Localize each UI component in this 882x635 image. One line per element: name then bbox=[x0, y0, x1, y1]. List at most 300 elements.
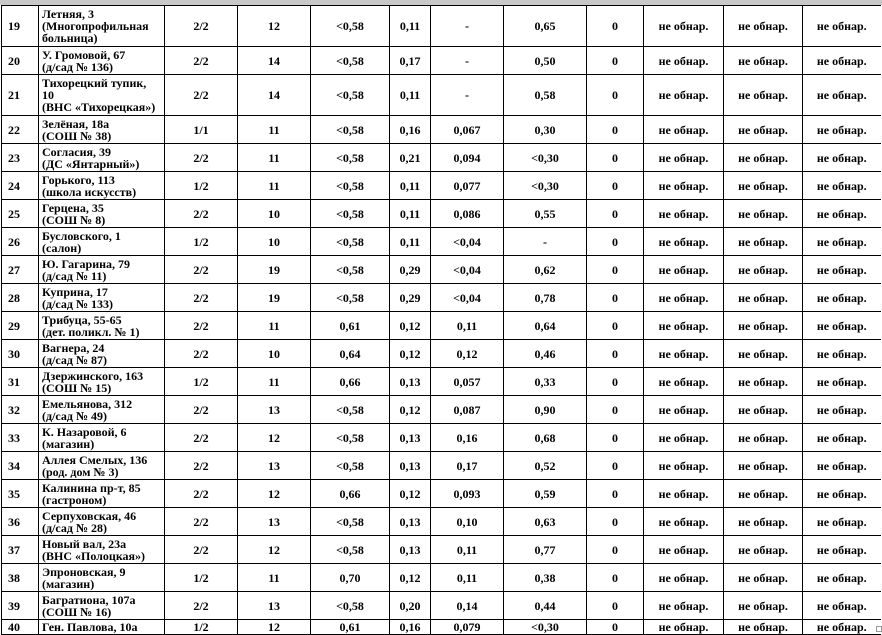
value-cell-c4: <0,58 bbox=[311, 144, 390, 172]
address-line: (д/сад № 28) bbox=[42, 520, 107, 535]
value-cell-c3: 10 bbox=[238, 340, 311, 368]
value-cell-c11: не обнар. bbox=[803, 116, 881, 144]
value-cell-c3: 11 bbox=[238, 564, 311, 592]
value-cell-c11: не обнар. bbox=[803, 480, 881, 508]
value-cell-c5: 0,16 bbox=[390, 116, 431, 144]
address-line: Летняя, 3 bbox=[42, 7, 94, 21]
address-line: Тихорецкий тупик, bbox=[42, 76, 147, 90]
table-row bbox=[2, 75, 881, 116]
value-cell-c11: не обнар. bbox=[803, 508, 881, 536]
address-line: (СОШ № 16) bbox=[42, 604, 112, 619]
value-cell-c3: 13 bbox=[238, 508, 311, 536]
address-line: (ВНС «Тихорецкая») bbox=[42, 100, 156, 114]
value-cell-c8: 0 bbox=[587, 75, 644, 116]
address-line: (салон) bbox=[42, 240, 82, 255]
value-cell-c6: <0,04 bbox=[431, 228, 504, 256]
value-cell-c10: не обнар. bbox=[724, 6, 803, 47]
address-cell bbox=[39, 536, 165, 564]
value-cell-c6: 0,14 bbox=[431, 592, 504, 620]
value-cell-c11: не обнар. bbox=[803, 172, 881, 200]
value-cell-c2: 2/2 bbox=[165, 256, 238, 284]
table-row bbox=[2, 340, 881, 368]
value-cell-c4: <0,58 bbox=[311, 75, 390, 116]
value-cell-c11: не обнар. bbox=[803, 564, 881, 592]
row-number: 25 bbox=[2, 200, 39, 228]
value-cell-c7: 0,52 bbox=[504, 452, 587, 480]
value-cell-c5: 0,12 bbox=[390, 340, 431, 368]
table-row bbox=[2, 480, 881, 508]
value-cell-c4: <0,58 bbox=[311, 47, 390, 75]
value-cell-c3: 19 bbox=[238, 256, 311, 284]
value-cell-c11: не обнар. bbox=[803, 340, 881, 368]
value-cell-c10: не обнар. bbox=[724, 75, 803, 116]
value-cell-c5: 0,13 bbox=[390, 368, 431, 396]
address-line: У. Громовой, 67 bbox=[42, 47, 126, 62]
address-line: 10 bbox=[42, 88, 54, 102]
value-cell-c9: не обнар. bbox=[644, 228, 724, 256]
value-cell-c9: не обнар. bbox=[644, 536, 724, 564]
value-cell-c9: не обнар. bbox=[644, 424, 724, 452]
value-cell-c2: 2/2 bbox=[165, 424, 238, 452]
value-cell-c8: 0 bbox=[587, 172, 644, 200]
value-cell-c11: не обнар. bbox=[803, 256, 881, 284]
value-cell-c6: 0,079 bbox=[431, 620, 504, 635]
value-cell-c3: 13 bbox=[238, 592, 311, 620]
value-cell-c3: 12 bbox=[238, 480, 311, 508]
value-cell-c7: 0,63 bbox=[504, 508, 587, 536]
value-cell-c11: не обнар. bbox=[803, 284, 881, 312]
value-cell-c4: <0,58 bbox=[311, 116, 390, 144]
address-line: больница) bbox=[42, 31, 98, 45]
value-cell-c5: 0,13 bbox=[390, 508, 431, 536]
value-cell-c11: не обнар. bbox=[803, 6, 881, 47]
value-cell-c4: 0,61 bbox=[311, 312, 390, 340]
value-cell-c2: 2/2 bbox=[165, 144, 238, 172]
value-cell-c8: 0 bbox=[587, 508, 644, 536]
address-line: Герцена, 35 bbox=[42, 200, 104, 215]
table-row bbox=[2, 47, 881, 75]
address-cell bbox=[39, 200, 165, 228]
row-number: 34 bbox=[2, 452, 39, 480]
value-cell-c2: 2/2 bbox=[165, 452, 238, 480]
value-cell-c9: не обнар. bbox=[644, 75, 724, 116]
address-cell bbox=[39, 284, 165, 312]
value-cell-c8: 0 bbox=[587, 592, 644, 620]
value-cell-c3: 12 bbox=[238, 536, 311, 564]
value-cell-c5: 0,13 bbox=[390, 424, 431, 452]
address-line: (магазин) bbox=[42, 436, 95, 451]
value-cell-c11: не обнар. bbox=[803, 312, 881, 340]
value-cell-c5: 0,11 bbox=[390, 6, 431, 47]
value-cell-c10: не обнар. bbox=[724, 312, 803, 340]
value-cell-c6: 0,093 bbox=[431, 480, 504, 508]
value-cell-c11: не обнар. bbox=[803, 620, 881, 635]
value-cell-c3: 13 bbox=[238, 452, 311, 480]
value-cell-c4: <0,58 bbox=[311, 228, 390, 256]
address-line: (гастроном) bbox=[42, 492, 107, 507]
address-line: (СОШ № 38) bbox=[42, 128, 112, 143]
address-line: Аллея Смелых, 136 bbox=[42, 452, 148, 467]
address-line: Багратиона, 107а bbox=[42, 592, 136, 607]
value-cell-c3: 11 bbox=[238, 312, 311, 340]
value-cell-c7: 0,50 bbox=[504, 47, 587, 75]
value-cell-c6: 0,067 bbox=[431, 116, 504, 144]
value-cell-c10: не обнар. bbox=[724, 620, 803, 635]
table-row bbox=[2, 256, 881, 284]
value-cell-c2: 1/1 bbox=[165, 116, 238, 144]
value-cell-c3: 12 bbox=[238, 620, 311, 635]
value-cell-c2: 2/2 bbox=[165, 340, 238, 368]
value-cell-c4: <0,58 bbox=[311, 592, 390, 620]
value-cell-c10: не обнар. bbox=[724, 536, 803, 564]
table-row bbox=[2, 396, 881, 424]
value-cell-c9: не обнар. bbox=[644, 592, 724, 620]
value-cell-c5: 0,12 bbox=[390, 312, 431, 340]
value-cell-c7: 0,62 bbox=[504, 256, 587, 284]
address-line: Горького, 113 bbox=[42, 172, 115, 187]
value-cell-c10: не обнар. bbox=[724, 200, 803, 228]
document-table-wrapper bbox=[1, 5, 881, 635]
value-cell-c7: 0,90 bbox=[504, 396, 587, 424]
value-cell-c5: 0,13 bbox=[390, 452, 431, 480]
value-cell-c7: <0,30 bbox=[504, 620, 587, 635]
value-cell-c6: 0,16 bbox=[431, 424, 504, 452]
value-cell-c7: 0,38 bbox=[504, 564, 587, 592]
value-cell-c8: 0 bbox=[587, 480, 644, 508]
address-cell bbox=[39, 144, 165, 172]
value-cell-c6: 0,12 bbox=[431, 340, 504, 368]
table-row bbox=[2, 172, 881, 200]
value-cell-c8: 0 bbox=[587, 116, 644, 144]
row-number: 20 bbox=[2, 47, 39, 75]
value-cell-c8: 0 bbox=[587, 47, 644, 75]
value-cell-c4: <0,58 bbox=[311, 256, 390, 284]
value-cell-c10: не обнар. bbox=[724, 592, 803, 620]
table-body bbox=[2, 6, 881, 635]
value-cell-c11: не обнар. bbox=[803, 75, 881, 116]
value-cell-c4: 0,64 bbox=[311, 340, 390, 368]
address-line: Ген. Павлова, 10а bbox=[42, 620, 138, 634]
value-cell-c9: не обнар. bbox=[644, 620, 724, 635]
value-cell-c6: 0,11 bbox=[431, 564, 504, 592]
value-cell-c7: 0,59 bbox=[504, 480, 587, 508]
value-cell-c9: не обнар. bbox=[644, 284, 724, 312]
row-number: 40 bbox=[2, 620, 39, 635]
address-cell bbox=[39, 592, 165, 620]
address-line: Куприна, 17 bbox=[42, 284, 108, 299]
value-cell-c2: 1/2 bbox=[165, 368, 238, 396]
table-row bbox=[2, 536, 881, 564]
address-cell bbox=[39, 47, 165, 75]
value-cell-c6: 0,17 bbox=[431, 452, 504, 480]
address-line: Согласия, 39 bbox=[42, 144, 111, 159]
address-cell bbox=[39, 564, 165, 592]
value-cell-c9: не обнар. bbox=[644, 144, 724, 172]
address-cell bbox=[39, 312, 165, 340]
address-line: (Многопрофильная bbox=[42, 19, 149, 33]
value-cell-c8: 0 bbox=[587, 536, 644, 564]
value-cell-c10: не обнар. bbox=[724, 480, 803, 508]
value-cell-c10: не обнар. bbox=[724, 172, 803, 200]
value-cell-c4: <0,58 bbox=[311, 396, 390, 424]
value-cell-c5: 0,21 bbox=[390, 144, 431, 172]
table-row bbox=[2, 284, 881, 312]
value-cell-c11: не обнар. bbox=[803, 592, 881, 620]
address-line: К. Назаровой, 6 bbox=[42, 424, 127, 439]
address-cell bbox=[39, 172, 165, 200]
value-cell-c3: 14 bbox=[238, 75, 311, 116]
value-cell-c8: 0 bbox=[587, 6, 644, 47]
address-line: Трибуца, 55-65 bbox=[42, 312, 122, 327]
value-cell-c9: не обнар. bbox=[644, 256, 724, 284]
address-cell bbox=[39, 228, 165, 256]
address-line: Ю. Гагарина, 79 bbox=[42, 256, 131, 271]
address-cell bbox=[39, 396, 165, 424]
value-cell-c2: 1/2 bbox=[165, 564, 238, 592]
address-line: Дзержинского, 163 bbox=[42, 368, 144, 383]
value-cell-c11: не обнар. bbox=[803, 424, 881, 452]
value-cell-c10: не обнар. bbox=[724, 508, 803, 536]
value-cell-c2: 1/2 bbox=[165, 228, 238, 256]
row-number: 32 bbox=[2, 396, 39, 424]
value-cell-c9: не обнар. bbox=[644, 312, 724, 340]
row-number: 31 bbox=[2, 368, 39, 396]
table-row bbox=[2, 508, 881, 536]
value-cell-c3: 12 bbox=[238, 424, 311, 452]
address-cell bbox=[39, 480, 165, 508]
value-cell-c4: <0,58 bbox=[311, 200, 390, 228]
value-cell-c7: 0,30 bbox=[504, 116, 587, 144]
value-cell-c6: 0,11 bbox=[431, 312, 504, 340]
value-cell-c6: 0,087 bbox=[431, 396, 504, 424]
address-line: Новый вал, 23а bbox=[42, 536, 127, 551]
value-cell-c7: 0,46 bbox=[504, 340, 587, 368]
value-cell-c10: не обнар. bbox=[724, 424, 803, 452]
value-cell-c6: 0,086 bbox=[431, 200, 504, 228]
value-cell-c7: 0,55 bbox=[504, 200, 587, 228]
row-number: 27 bbox=[2, 256, 39, 284]
address-line: (СОШ № 15) bbox=[42, 380, 112, 395]
table-row bbox=[2, 620, 881, 635]
row-number: 37 bbox=[2, 536, 39, 564]
value-cell-c9: не обнар. bbox=[644, 452, 724, 480]
address-line: (ДС «Янтарный») bbox=[42, 156, 140, 171]
value-cell-c5: 0,29 bbox=[390, 284, 431, 312]
value-cell-c8: 0 bbox=[587, 620, 644, 635]
value-cell-c2: 2/2 bbox=[165, 284, 238, 312]
value-cell-c7: 0,44 bbox=[504, 592, 587, 620]
address-line: (д/сад № 133) bbox=[42, 296, 113, 311]
value-cell-c2: 1/2 bbox=[165, 172, 238, 200]
value-cell-c8: 0 bbox=[587, 228, 644, 256]
value-cell-c4: <0,58 bbox=[311, 452, 390, 480]
value-cell-c3: 11 bbox=[238, 172, 311, 200]
value-cell-c9: не обнар. bbox=[644, 396, 724, 424]
value-cell-c4: 0,66 bbox=[311, 368, 390, 396]
address-line: (д/сад № 49) bbox=[42, 408, 107, 423]
value-cell-c9: не обнар. bbox=[644, 47, 724, 75]
value-cell-c2: 2/2 bbox=[165, 536, 238, 564]
value-cell-c6: 0,11 bbox=[431, 536, 504, 564]
value-cell-c8: 0 bbox=[587, 200, 644, 228]
row-number: 26 bbox=[2, 228, 39, 256]
value-cell-c5: 0,11 bbox=[390, 200, 431, 228]
row-number: 38 bbox=[2, 564, 39, 592]
value-cell-c5: 0,11 bbox=[390, 75, 431, 116]
value-cell-c2: 2/2 bbox=[165, 6, 238, 47]
address-line: Серпуховская, 46 bbox=[42, 508, 137, 523]
value-cell-c5: 0,29 bbox=[390, 256, 431, 284]
measurements-table bbox=[1, 5, 881, 635]
row-number: 28 bbox=[2, 284, 39, 312]
value-cell-c2: 2/2 bbox=[165, 312, 238, 340]
value-cell-c3: 11 bbox=[238, 144, 311, 172]
value-cell-c8: 0 bbox=[587, 396, 644, 424]
value-cell-c9: не обнар. bbox=[644, 200, 724, 228]
value-cell-c7: 0,65 bbox=[504, 6, 587, 47]
address-cell bbox=[39, 424, 165, 452]
value-cell-c4: 0,61 bbox=[311, 620, 390, 635]
value-cell-c5: 0,12 bbox=[390, 396, 431, 424]
value-cell-c7: 0,68 bbox=[504, 424, 587, 452]
value-cell-c4: <0,58 bbox=[311, 508, 390, 536]
value-cell-c10: не обнар. bbox=[724, 368, 803, 396]
value-cell-c11: не обнар. bbox=[803, 396, 881, 424]
value-cell-c2: 2/2 bbox=[165, 200, 238, 228]
value-cell-c4: <0,58 bbox=[311, 536, 390, 564]
value-cell-c8: 0 bbox=[587, 452, 644, 480]
address-line: (ВНС «Полоцкая») bbox=[42, 548, 146, 563]
value-cell-c2: 2/2 bbox=[165, 592, 238, 620]
value-cell-c9: не обнар. bbox=[644, 172, 724, 200]
table-row bbox=[2, 592, 881, 620]
value-cell-c3: 11 bbox=[238, 368, 311, 396]
address-cell bbox=[39, 6, 165, 47]
address-line: (д/сад № 136) bbox=[42, 59, 113, 74]
address-cell bbox=[39, 508, 165, 536]
value-cell-c10: не обнар. bbox=[724, 256, 803, 284]
address-line: (д/сад № 87) bbox=[42, 352, 107, 367]
value-cell-c2: 2/2 bbox=[165, 75, 238, 116]
row-number: 29 bbox=[2, 312, 39, 340]
value-cell-c2: 2/2 bbox=[165, 508, 238, 536]
address-line: (род. дом № 3) bbox=[42, 464, 119, 479]
value-cell-c10: не обнар. bbox=[724, 284, 803, 312]
value-cell-c2: 2/2 bbox=[165, 396, 238, 424]
value-cell-c6: 0,10 bbox=[431, 508, 504, 536]
value-cell-c9: не обнар. bbox=[644, 480, 724, 508]
address-line: (магазин) bbox=[42, 576, 95, 591]
value-cell-c10: не обнар. bbox=[724, 452, 803, 480]
table-row bbox=[2, 452, 881, 480]
address-cell bbox=[39, 620, 165, 635]
value-cell-c9: не обнар. bbox=[644, 368, 724, 396]
value-cell-c7: 0,77 bbox=[504, 536, 587, 564]
table-row bbox=[2, 144, 881, 172]
value-cell-c8: 0 bbox=[587, 284, 644, 312]
value-cell-c5: 0,12 bbox=[390, 480, 431, 508]
value-cell-c9: не обнар. bbox=[644, 508, 724, 536]
row-number: 35 bbox=[2, 480, 39, 508]
value-cell-c11: не обнар. bbox=[803, 452, 881, 480]
row-number: 33 bbox=[2, 424, 39, 452]
value-cell-c7: <0,30 bbox=[504, 172, 587, 200]
table-row bbox=[2, 368, 881, 396]
value-cell-c5: 0,12 bbox=[390, 564, 431, 592]
value-cell-c9: не обнар. bbox=[644, 6, 724, 47]
value-cell-c3: 14 bbox=[238, 47, 311, 75]
address-line: Бусловского, 1 bbox=[42, 228, 121, 243]
value-cell-c10: не обнар. bbox=[724, 340, 803, 368]
value-cell-c7: 0,64 bbox=[504, 312, 587, 340]
resize-handle[interactable] bbox=[876, 626, 882, 632]
address-line: (школа искусств) bbox=[42, 184, 137, 199]
value-cell-c11: не обнар. bbox=[803, 228, 881, 256]
row-number: 23 bbox=[2, 144, 39, 172]
address-line: Зелёная, 18а bbox=[42, 116, 110, 131]
value-cell-c6: 0,077 bbox=[431, 172, 504, 200]
value-cell-c2: 1/2 bbox=[165, 620, 238, 635]
table-row bbox=[2, 228, 881, 256]
value-cell-c8: 0 bbox=[587, 312, 644, 340]
value-cell-c5: 0,11 bbox=[390, 172, 431, 200]
table-row bbox=[2, 116, 881, 144]
table-row bbox=[2, 200, 881, 228]
value-cell-c8: 0 bbox=[587, 144, 644, 172]
address-cell bbox=[39, 368, 165, 396]
address-line: (д/сад № 11) bbox=[42, 268, 107, 283]
table-row bbox=[2, 564, 881, 592]
address-line: Эпроновская, 9 bbox=[42, 564, 126, 579]
value-cell-c4: 0,70 bbox=[311, 564, 390, 592]
value-cell-c9: не обнар. bbox=[644, 564, 724, 592]
address-cell bbox=[39, 116, 165, 144]
value-cell-c8: 0 bbox=[587, 564, 644, 592]
row-number: 39 bbox=[2, 592, 39, 620]
value-cell-c10: не обнар. bbox=[724, 564, 803, 592]
value-cell-c8: 0 bbox=[587, 340, 644, 368]
value-cell-c6: - bbox=[431, 6, 504, 47]
value-cell-c10: не обнар. bbox=[724, 144, 803, 172]
table-row bbox=[2, 6, 881, 47]
value-cell-c10: не обнар. bbox=[724, 396, 803, 424]
row-number: 22 bbox=[2, 116, 39, 144]
value-cell-c9: не обнар. bbox=[644, 116, 724, 144]
value-cell-c11: не обнар. bbox=[803, 144, 881, 172]
value-cell-c3: 10 bbox=[238, 200, 311, 228]
value-cell-c7: 0,78 bbox=[504, 284, 587, 312]
address-line: Вагнера, 24 bbox=[42, 340, 105, 355]
value-cell-c7: 0,33 bbox=[504, 368, 587, 396]
address-cell bbox=[39, 256, 165, 284]
value-cell-c3: 10 bbox=[238, 228, 311, 256]
value-cell-c8: 0 bbox=[587, 368, 644, 396]
row-number: 36 bbox=[2, 508, 39, 536]
value-cell-c11: не обнар. bbox=[803, 200, 881, 228]
row-number: 19 bbox=[2, 6, 39, 47]
value-cell-c3: 12 bbox=[238, 6, 311, 47]
value-cell-c4: <0,58 bbox=[311, 284, 390, 312]
value-cell-c4: <0,58 bbox=[311, 172, 390, 200]
value-cell-c6: - bbox=[431, 47, 504, 75]
address-line: (СОШ № 8) bbox=[42, 212, 106, 227]
row-number: 24 bbox=[2, 172, 39, 200]
value-cell-c8: 0 bbox=[587, 424, 644, 452]
value-cell-c8: 0 bbox=[587, 256, 644, 284]
value-cell-c4: <0,58 bbox=[311, 6, 390, 47]
value-cell-c7: <0,30 bbox=[504, 144, 587, 172]
value-cell-c6: 0,094 bbox=[431, 144, 504, 172]
